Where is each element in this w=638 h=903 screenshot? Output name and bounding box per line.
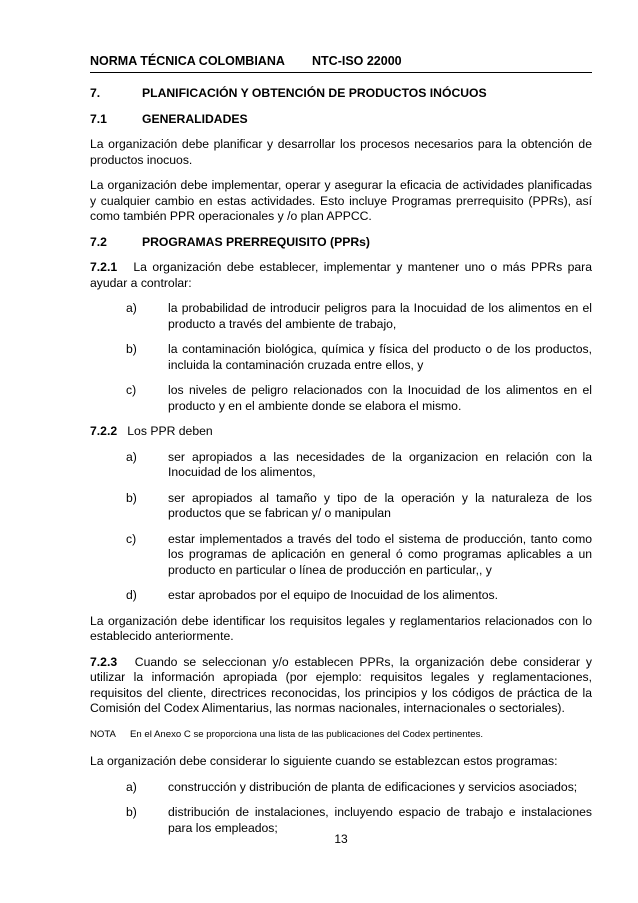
clause-number: 7.2.3 — [90, 654, 118, 669]
list-item — [126, 588, 592, 604]
clause-text: Los PPR deben — [127, 424, 213, 438]
section-number: 7.2 — [90, 234, 107, 249]
note — [90, 727, 592, 743]
list-item-label: c) — [126, 531, 137, 546]
paragraph: La organización debe planificar y desarrollar los procesos necesarios para la obtención de productos inocuos. — [90, 137, 592, 167]
list-item — [126, 342, 592, 373]
clause-text: La organización debe establecer, implementar y mantener uno o más PPRs para ayudar a controlar: — [90, 260, 592, 290]
section-number: 7.1 — [90, 111, 107, 126]
note-text: En el Anexo C se proporciona una lista de las publicaciones del Codex pertinentes. — [130, 728, 484, 740]
standard-name: NORMA TÉCNICA COLOMBIANA — [90, 54, 285, 68]
list-item-text: la probabilidad de introducir peligros para la Inocuidad de los alimentos en el producto a través del ambiente de trabajo, — [168, 301, 592, 331]
list-item-text: construcción y distribución de planta de edificaciones y servicios asociados; — [168, 779, 578, 794]
list-item-text: la contaminación biológica, química y física del producto o de los productos, incluida la contaminación cruzada entre ellos, y — [168, 342, 592, 372]
clause-number: 7.2.2 — [90, 424, 118, 438]
section-7-2-heading — [90, 235, 592, 251]
list-item-label: b) — [126, 490, 137, 505]
document-page — [90, 0, 592, 903]
section-7-heading — [90, 86, 592, 102]
section-title: PLANIFICACIÓN Y OBTENCIÓN DE PRODUCTOS INÓCUOS — [142, 86, 487, 100]
section-number: 7. — [90, 86, 101, 100]
list-item — [126, 301, 592, 332]
list-item-text: estar implementados a través del todo el sistema de producción, tanto como los programas de aplicación en general ó como programas aplicables a un producto en particular o línea de producción en particular,, y — [168, 531, 592, 577]
section-title: PROGRAMAS PRERREQUISITO (PPRs) — [142, 234, 370, 249]
standard-code: NTC-ISO 22000 — [312, 54, 402, 68]
list-item-text: estar aprobados por el equipo de Inocuidad de los alimentos. — [168, 588, 498, 602]
paragraph: La organización debe implementar, operar y asegurar la eficacia de actividades planificadas y cualquier cambio en estas actividades. Esto incluye Programas prerrequisito (PPRs), así como también PPR operacionales y /o plan APPCC. — [90, 178, 592, 223]
list-item — [126, 450, 592, 481]
list-item — [126, 780, 592, 796]
list-item-text: distribución de instalaciones, incluyendo espacio de trabajo e instalaciones para los empleados; — [168, 805, 592, 835]
list-item — [126, 532, 592, 579]
list-item — [126, 491, 592, 522]
list-item-text: los niveles de peligro relacionados con la Inocuidad de los alimentos en el producto y en el ambiente donde se elabora el mismo. — [168, 383, 592, 413]
list-item-text: ser apropiados al tamaño y tipo de la operación y la naturaleza de los productos que se fabrican y/ o manipulan — [168, 490, 592, 520]
clause-7-2-3 — [90, 655, 592, 717]
list-item-label: c) — [126, 383, 137, 397]
clause-7-2-2 — [90, 424, 592, 440]
paragraph: La organización debe considerar lo siguiente cuando se establezcan estos programas: — [90, 754, 558, 768]
list-item-label: b) — [126, 805, 137, 819]
list-item — [126, 383, 592, 414]
note-label: NOTA — [90, 728, 116, 740]
clause-number: 7.2.1 — [90, 260, 118, 274]
list-item-label: a) — [126, 449, 137, 464]
paragraph: La organización debe identificar los requisitos legales y reglamentarios relacionados con lo establecido anteriormente. — [90, 613, 592, 643]
document-body — [90, 80, 592, 846]
page-number: 13 — [334, 832, 348, 846]
clause-7-2-1 — [90, 260, 592, 291]
page-header — [90, 52, 592, 73]
list-item-label: a) — [126, 779, 137, 794]
list-item-label: b) — [126, 342, 137, 356]
section-7-1-heading — [90, 112, 592, 128]
list-item-text: ser apropiados a las necesidades de la organizacion en relación con la Inocuidad de los alimentos, — [168, 449, 592, 479]
list-item-label: d) — [126, 588, 137, 602]
section-title: GENERALIDADES — [142, 111, 248, 126]
clause-text: Cuando se seleccionan y/o establecen PPRs, la organización debe considerar y utilizar la información apropiada (por ejemplo: requisitos legales y reglamentaciones, requisitos del cliente, directrices reconocidas, los principios y los códigos de práctica de la Comisión del Codex Alimentarius, las normas nacionales, internacionales o sectoriales). — [90, 654, 592, 715]
list-item-label: a) — [126, 301, 137, 315]
